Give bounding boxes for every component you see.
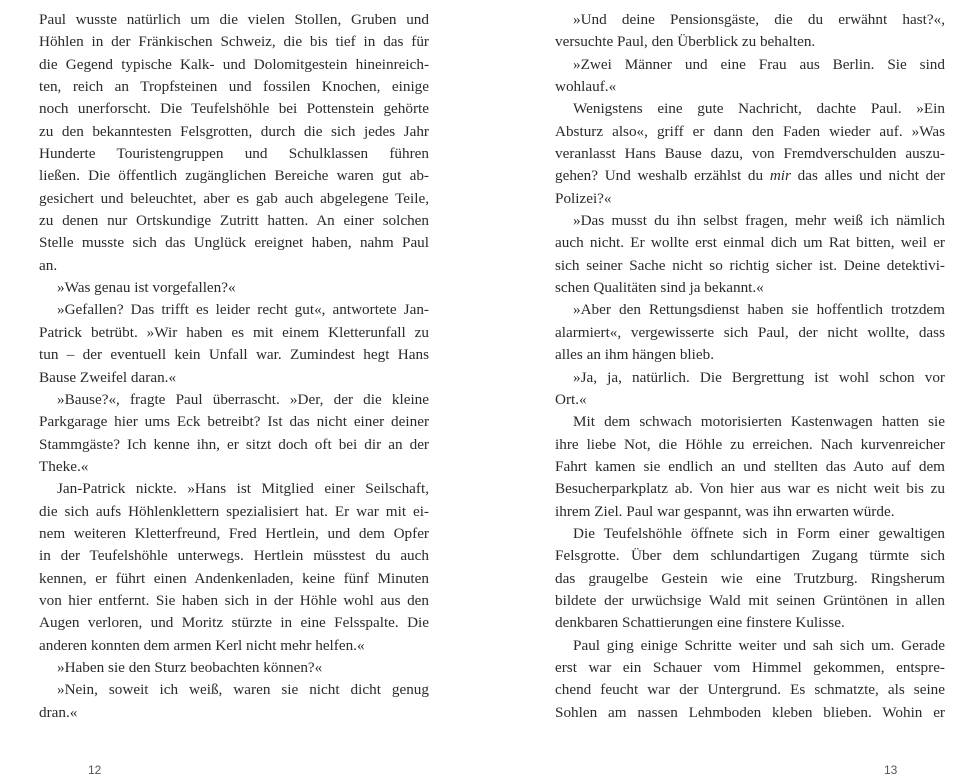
emphasized-word: mir <box>769 167 791 185</box>
text-line: versuchte Paul, den Überblick zu behalten. <box>555 33 816 51</box>
text-line: »Zwei Männer und eine Frau aus Berlin. Sie sind <box>573 55 945 73</box>
text-line: kennen, er führt einen Andenkenladen, keine fünf Minuten <box>39 569 429 587</box>
text-line: Absturz also«, griff er dann den Faden wieder auf. »Was <box>555 122 945 140</box>
text-line: ihre liebe Not, die Höhle zu erreichen. Nach kurvenreicher <box>555 435 945 453</box>
text-line: Fahrt kamen sie endlich an und stellten das Auto auf dem <box>555 457 945 475</box>
text-line: Felsgrotte. Über dem schlundartigen Zugang türmte sich <box>555 547 945 565</box>
text-line: »Nein, soweit ich weiß, waren sie nicht dicht genug <box>57 681 429 699</box>
text-line: zu denen nur Ortskundige Zutritt hatten. An einer solchen <box>39 212 429 230</box>
text-line: denkbaren Schattierungen eine finstere Kulisse. <box>555 614 845 632</box>
text-line: Hunderte Touristengruppen und Schulklassen führen <box>39 145 429 163</box>
text-line: Wenigstens eine gute Nachricht, dachte Paul. »Ein <box>573 100 945 118</box>
text-line: die Gegend typische Kalk- und Dolomitgestein hineinreich- <box>39 55 429 73</box>
text-line: Jan-Patrick nickte. »Hans ist Mitglied einer Seilschaft, <box>57 480 429 498</box>
text-line: alles an ihm hängen blieb. <box>555 346 715 364</box>
text-line: auch nicht. Er wollte erst einmal dich um Rat bitten, weil er <box>555 234 945 252</box>
text-line: sich seiner Sache nicht so richtig sicher ist. Deine detektivi- <box>555 256 945 274</box>
text-line: die sich aufs Höhlenklettern spezialisiert hat. Er war mit ei- <box>39 502 429 520</box>
text-line: nem weiteren Kletterfreund, Fred Hertlein, und dem Opfer <box>39 524 429 542</box>
text-line: veranlasst Hans Bause dazu, von Fremdverschulden auszu- <box>555 145 945 163</box>
text-line: Höhlen in der Fränkischen Schweiz, die bis tief in das für <box>39 33 429 51</box>
text-line: wohlauf.« <box>555 78 617 96</box>
text-line: Patrick betrübt. »Wir haben es mit einem Kletterunfall zu <box>39 323 429 341</box>
text-line: »Ja, ja, natürlich. Die Bergrettung ist wohl schon vor <box>573 368 945 386</box>
text-line: Paul ging einige Schritte weiter und sah sich um. Gerade <box>573 636 945 654</box>
text-line: chend feucht war der Untergrund. Es schmatzte, als seine <box>555 681 945 699</box>
text-line: Bause Zweifel daran.« <box>39 368 177 386</box>
text-line: das graugelbe Gestein wie eine Trutzburg. Ringsherum <box>555 569 945 587</box>
text-line: schen Qualitäten sind ja bekannt.« <box>555 279 764 297</box>
text-line: in der Teufelshöhle unterwegs. Hertlein müsstest du auch <box>39 547 429 565</box>
text-line: alarmiert«, vergewisserte sich Paul, der nicht wollte, dass <box>555 323 945 341</box>
text-line: Augen verloren, und Moritz stürzte in eine Felsspalte. Die <box>39 614 429 632</box>
page-number: 13 <box>884 763 898 777</box>
text-line: Polizei?« <box>555 189 612 207</box>
text-line: gehen? Und weshalb erzählst du mir das alles und nicht der <box>555 167 945 185</box>
text-line: »Das musst du ihn selbst fragen, mehr weiß ich nämlich <box>573 212 945 230</box>
text-line: erst war ein Schauer vom Himmel gekommen, entspre- <box>555 658 945 676</box>
text-line: an. <box>39 256 58 274</box>
text-line: Theke.« <box>39 457 89 475</box>
text-line: Besucherparkplatz ab. Von hier aus war es nicht weit bis zu <box>555 480 945 498</box>
right-page <box>489 0 978 782</box>
text-line: Mit dem schwach motorisierten Kastenwagen hatten sie <box>573 413 945 431</box>
text-line: von hier entfernt. Sie haben sich in der Höhle wohl aus den <box>39 591 429 609</box>
text-line: ließen. Die öffentlich zugänglichen Bereiche waren gut ab- <box>39 167 429 185</box>
text-line: »Haben sie den Sturz beobachten können?« <box>57 658 323 676</box>
text-line: zu den bekanntesten Felsgrotten, durch die sich jedes Jahr <box>39 122 429 140</box>
text-line: Stelle musste sich das Unglück ereignet haben, nahm Paul <box>39 234 429 252</box>
text-line: Stammgäste? Ich kenne ihn, er sitzt doch oft bei dir an der <box>39 435 429 453</box>
text-line: Ort.« <box>555 390 587 408</box>
text-line: bildete der urwüchsige Wald mit seinen Grüntönen in allen <box>555 591 945 609</box>
text-line: noch unerforscht. Die Teufelshöhle bei Pottenstein gehörte <box>39 100 429 118</box>
text-line: tun – der eventuell kein Unfall war. Zumindest hegt Hans <box>39 346 429 364</box>
text-line: Sohlen am nassen Lehmboden kleben blieben. Wohin er <box>555 703 945 721</box>
left-page-text <box>39 9 429 724</box>
text-line: »Aber den Rettungsdienst haben sie hoffentlich trotzdem <box>573 301 945 319</box>
text-line: Parkgarage hier ums Eck betreibt? Ist das nicht einer deiner <box>39 413 429 431</box>
text-line: anderen konnten dem armen Kerl nicht mehr helfen.« <box>39 636 365 654</box>
text-line: »Was genau ist vorgefallen?« <box>57 279 236 297</box>
text-line: ten, reich an Tropfsteinen und fossilen Knochen, einige <box>39 78 429 96</box>
right-page-text <box>555 9 945 724</box>
text-line: Die Teufelshöhle öffnete sich in Form einer gewaltigen <box>573 524 945 542</box>
text-line: Paul wusste natürlich um die vielen Stollen, Gruben und <box>39 11 429 28</box>
text-line: »Und deine Pensionsgäste, die du erwähnt hast?«, <box>573 11 945 28</box>
text-line: ihrem Ziel. Paul war gespannt, was ihn erwarten würde. <box>555 502 895 520</box>
text-line: dran.« <box>39 703 78 721</box>
text-line: »Gefallen? Das trifft es leider recht gut«, antwortete Jan- <box>57 301 429 319</box>
text-line: »Bause?«, fragte Paul überrascht. »Der, der die kleine <box>57 390 429 408</box>
page-number: 12 <box>88 763 102 777</box>
text-line: gesichert und beleuchtet, aber es gab auch abgelegene Teile, <box>39 189 429 207</box>
